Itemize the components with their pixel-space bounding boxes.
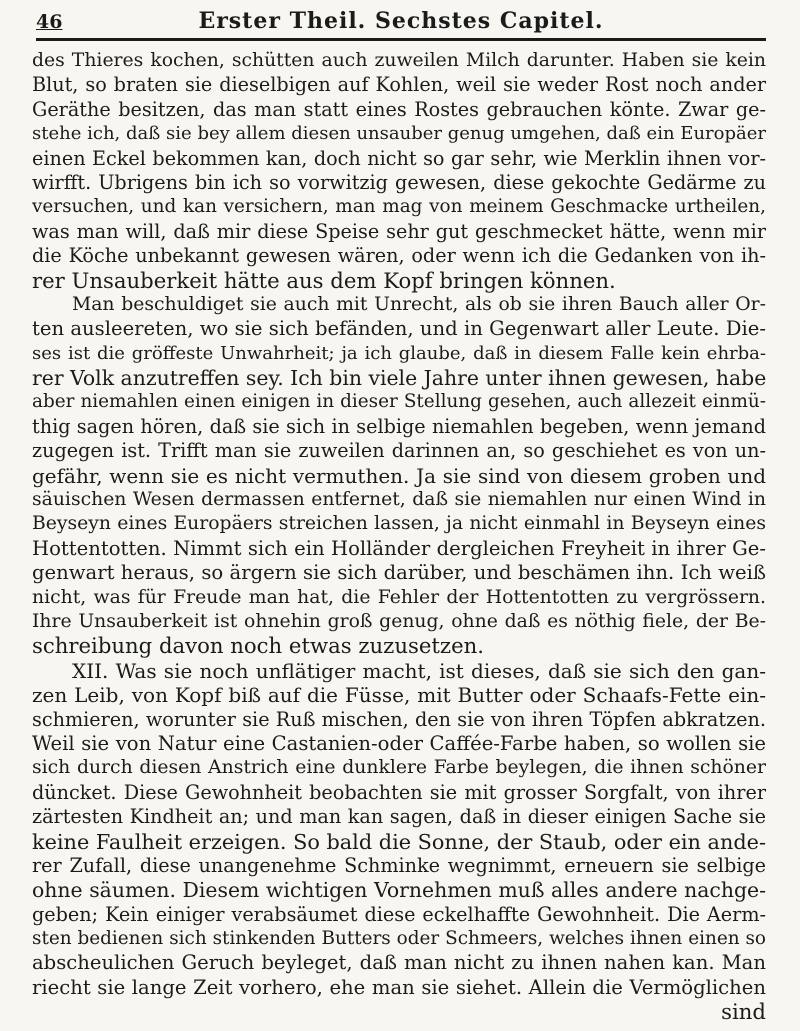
text-line: rer Volk anzutreffen sey. Ich bin viele Jahre unter ihnen gewesen, habe (32, 366, 766, 391)
text-line: genwart heraus, so ärgern sie sich darüber, und beschämen ihn. Ich weiß (32, 561, 766, 585)
paragraph-start-line: Man beschuldiget sie auch mit Unrecht, als ob sie ihren Bauch aller Or- (72, 293, 766, 315)
text-line: rer Zufall, diese unangenehme Schminke wegnimmt, erneuern sie selbige (32, 853, 766, 877)
text-line: thig sagen hören, daß sie sich in selbige niemahlen begeben, wenn jemand (32, 414, 766, 438)
text-line: Geräthe besitzen, das man statt eines Rostes gebrauchen könte. Zwar ge- (32, 97, 766, 121)
text-line: abscheulichen Geruch beyleget, daß man nicht zu ihnen nahen kan. Man (32, 951, 766, 975)
text-line: zugegen ist. Trifft man sie zuweilen darinnen an, so geschiehet es von un- (32, 439, 766, 463)
text-line: ohne säumen. Diesem wichtigen Vornehmen muß alles andere nachge- (32, 878, 766, 903)
text-line: Ihre Unsauberkeit ist ohnehin groß genug, ohne daß es nöthig fiele, der Be- (32, 610, 766, 632)
running-head (36, 8, 766, 41)
text-line: die Köche unbekannt gewesen wären, oder wenn ich die Gedanken von ih- (32, 244, 766, 268)
text-line: wirfft. Ubrigens bin ich so vorwitzig gewesen, diese gekochte Gedärme zu (32, 170, 766, 194)
text-line: sten bedienen sich stinkenden Butters oder Schmeers, welches ihnen einen so (32, 928, 766, 950)
chapter-title: Erster Theil. Sechstes Capitel. (198, 8, 604, 34)
text-line: stehe ich, daß sie bey allem diesen unsauber genug umgehen, daß ein Europäer (32, 123, 766, 145)
text-line: Weil sie von Natur eine Castanien-oder Caffée-Farbe haben, so wollen sie (32, 731, 766, 755)
body-text (32, 49, 766, 1025)
section-xii-start-line: XII. Was sie noch unflätiger macht, ist dieses, daß sie sich den gan- (72, 658, 766, 683)
text-line: nicht, was für Freude man hat, die Fehler der Hottentotten zu vergrössern. (32, 586, 766, 608)
text-line: keine Faulheit erzeigen. So bald die Sonne, der Staub, oder ein ande- (32, 829, 766, 854)
text-line: zen Leib, von Kopf biß auf die Füsse, mit Butter oder Schaafs-Fette ein- (32, 683, 766, 708)
text-line: Blut, so braten sie dieselbigen auf Kohlen, weil sie weder Rost noch ander (32, 73, 766, 97)
text-line: aber niemahlen einen einigen in dieser Stellung gesehen, auch allezeit einmü- (32, 391, 766, 413)
text-line: des Thieres kochen, schütten auch zuweilen Milch darunter. Haben sie kein (32, 50, 766, 71)
text-line: ten ausleereten, wo sie sich befänden, und in Gegenwart aller Leute. Die- (32, 317, 766, 341)
text-line: sich durch diesen Anstrich eine dunklere Farbe beylegen, die ihnen schöner (32, 757, 766, 779)
text-line: gefähr, wenn sie es nicht vermuthen. Ja sie sind von diesem groben und (32, 463, 766, 488)
text-line: versuchen, und kan versichern, man mag von meinem Geschmacke urtheilen, (32, 196, 766, 218)
page-number: 46 (36, 11, 63, 33)
text-line: einen Eckel bekommen kan, doch nicht so gar sehr, wie Merklin ihnen vor- (32, 146, 766, 170)
text-line: schreibung davon noch etwas zuzusetzen. (32, 634, 484, 659)
text-line: düncket. Diese Gewohnheit beobachten sie mit grosser Sorgfalt, von ihrer (32, 780, 766, 804)
text-line: Beyseyn eines Europäers streichen lassen, ja nicht einmahl in Beyseyn eines (32, 513, 766, 535)
text-line: geben; Kein einiger verabsäumet diese eckelhaffte Gewohnheit. Die Aerm- (32, 902, 766, 926)
text-line: was man will, daß mir diese Speise sehr gut geschmecket hätte, wenn mir (32, 219, 766, 243)
text-line: zärtesten Kindheit an; und man kan sagen, daß in dieser einigen Sache sie (32, 805, 766, 829)
text-line: riecht sie lange Zeit vorhero, ehe man sie siehet. Allein die Vermöglichen (32, 975, 766, 999)
text-line: säuischen Wesen dermassen entfernet, daß sie niemahlen nur einen Wind in (32, 489, 766, 511)
text-line: Hottentotten. Nimmt sich ein Holländer dergleichen Freyheit in ihrer Ge- (32, 536, 766, 560)
text-line: rer Unsauberkeit hätte aus dem Kopf bringen können. (32, 268, 616, 293)
text-line: ses ist die gröffeste Unwahrheit; ja ich glaube, daß in diesem Falle kein ehrba- (32, 342, 766, 364)
catchword: sind (721, 1000, 766, 1025)
text-line: schmieren, worunter sie Ruß mischen, den sie von ihren Töpfen abkratzen. (32, 707, 766, 731)
